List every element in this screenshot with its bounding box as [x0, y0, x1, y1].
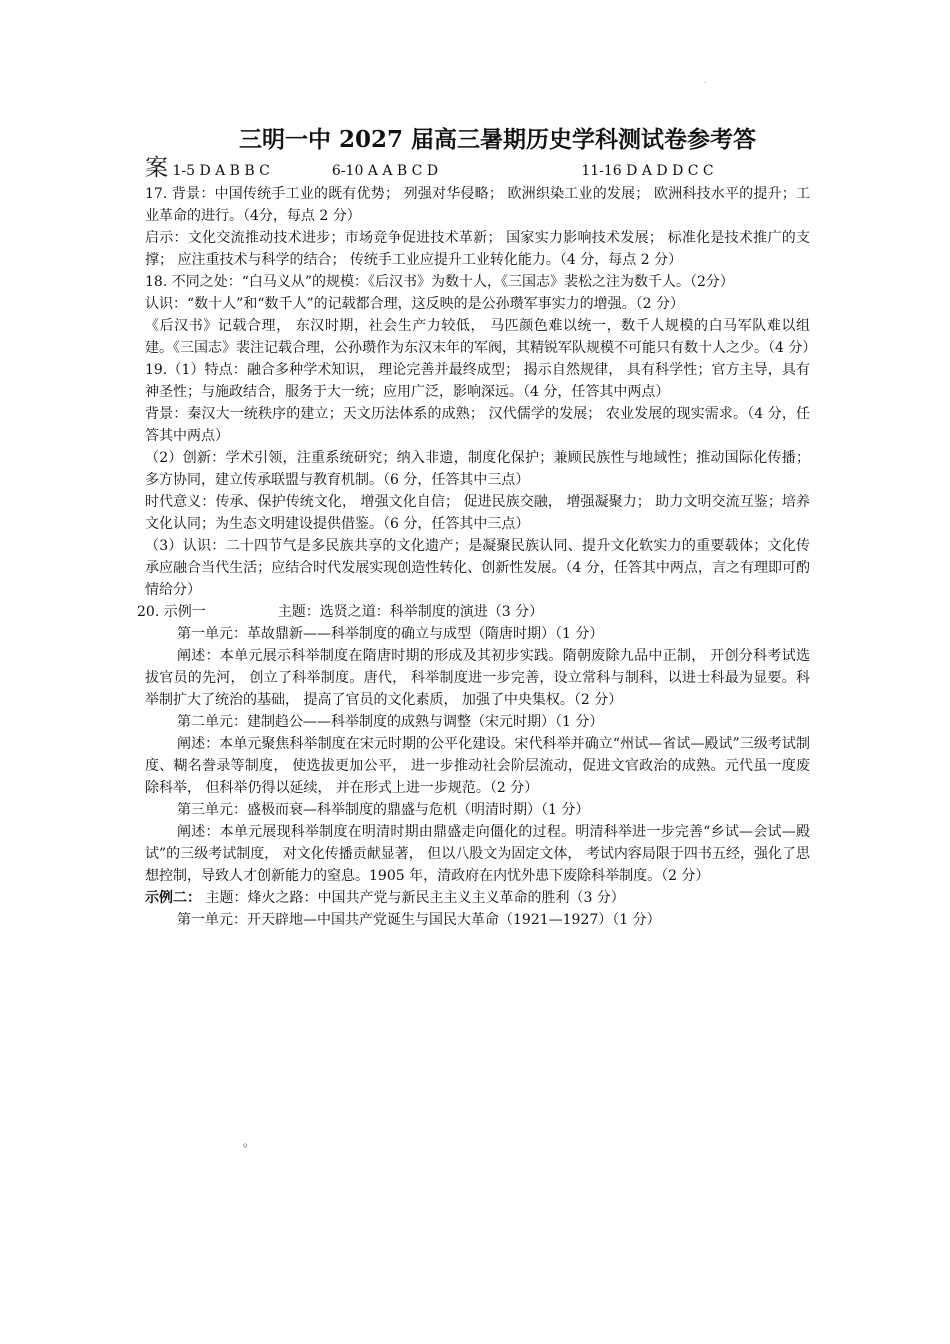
- example-two-label: 示例二：: [145, 890, 201, 906]
- q18-understanding: 认识：“数十人”和“数千人”的记载都合理，这反映的是公孙瓒军事实力的增强。（2 分）: [145, 296, 684, 312]
- answers-1-5: 1-5 D A B B C: [172, 163, 270, 179]
- footer-dot: 。: [243, 1135, 256, 1149]
- document-title: 三明一中 2027 届高三暑期历史学科测试卷参考答: [238, 126, 757, 153]
- q19-understanding: （3）认识：二十四节气是多民族共享的文化遗产；是凝聚民族认同、提升文化软实力的重要载体；文化传承应融合当代生活；应结合时代发展实现创造性转化、创新性发展。（4 分，任答其中两点，言之有理即可酌情给分）: [145, 538, 810, 598]
- q19-features: 19.（1）特点：融合多种学术知识， 理论完善并最终成型； 揭示自然规律， 具有科学性；官方主导，具有神圣性；与施政结合，服务于大一统；应用广泛，影响深远。（4 分，任答其中两点）: [145, 362, 810, 400]
- q19-innovation: （2）创新：学术引领，注重系统研究；纳入非遗，制度化保护；兼顾民族性与地域性；推动国际化传播；多方协同，建立传承联盟与教育机制。（6 分，任答其中三点）: [145, 450, 810, 488]
- corner-mark: .: [704, 76, 707, 85]
- q20-example-two: [145, 887, 810, 909]
- answers-11-16: 11-16 D A D D C C: [581, 163, 714, 179]
- q19-background: 背景：秦汉大一统秩序的建立；天文历法体系的成熟； 汉代儒学的发展； 农业发展的现实需求。（4 分，任答其中两点）: [145, 406, 810, 444]
- q20-unit2-text: 阐述：本单元聚焦科举制度在宋元时期的公平化建设。宋代科举并确立“州试—省试—殿试”三级考试制度、糊名誊录等制度， 使选拔更加公平， 进一步推动社会阶层流动，促进文官政治的成熟。元代虽一度废除科举， 但科举仍得以延续， 并在形式上进一步规范。（2 分）: [145, 736, 810, 796]
- q20-example-two-unit1: 第一单元：开天辟地—中国共产党诞生与国民大革命（1921—1927）（1 分）: [177, 912, 661, 928]
- document-page: [137, 124, 817, 931]
- answers-6-10: 6-10 A A B C D: [331, 163, 439, 179]
- q20-unit1-text: 阐述：本单元展示科举制度在隋唐时期的形成及其初步实践。隋朝废除九品中正制， 开创分科考试选拔官员的先河， 创立了科举制度。唐代， 科举制度进一步完善，设立常科与制科，以进士科最为显要。科举制扩大了统治的基础， 提高了官员的文化素质， 加强了中央集权。（2 分）: [145, 648, 810, 708]
- example-two-theme: 主题：烽火之路：中国共产党与新民主主义主义革命的胜利（3 分）: [201, 890, 625, 906]
- q20-example-one-label: 20. 示例一: [137, 604, 206, 620]
- q20-unit3-title: 第三单元：盛极而衰—科举制度的鼎盛与危机（明清时期）（1 分）: [177, 802, 590, 818]
- multiple-choice-answers: [145, 156, 810, 183]
- q17-insight: 启示：文化交流推动技术进步；市场竞争促进技术革新； 国家实力影响技术发展； 标准化是技术推广的支撑； 应注重技术与科学的结合； 传统手工业应提升工业转化能力。（4 分，每点 2 分）: [145, 230, 810, 268]
- title-continuation: 案: [145, 155, 168, 181]
- q19-significance: 时代意义：传承、保护传统文化， 增强文化自信； 促进民族交融， 增强凝聚力； 助力文明交流互鉴；培养文化认同；为生态文明建设提供借鉴。（6 分，任答其中三点）: [145, 494, 810, 532]
- q20-example-one-theme: 主题：选贤之道：科举制度的演进（3 分）: [277, 604, 544, 620]
- q18-difference: 18. 不同之处：“白马义从”的规模：《后汉书》为数十人，《三国志》裴松之注为数千人。（2分）: [145, 274, 734, 290]
- q20-heading: [137, 601, 810, 623]
- q17-background: 17. 背景：中国传统手工业的既有优势； 列强对华侵略； 欧洲织染工业的发展； 欧洲科技水平的提升；工业革命的进行。（4分，每点 2 分）: [145, 186, 810, 224]
- q20-unit3-text: 阐述：本单元展现科举制度在明清时期由鼎盛走向僵化的过程。明清科举进一步完善“乡试—会试—殿试”的三级考试制度， 对文化传播贡献显著， 但以八股文为固定文体， 考试内容局限于四书五经，强化了思想控制，导致人才创新能力的窒息。1905 年，清政府在内忧外患下废除科举制度。（2 分）: [145, 824, 810, 884]
- q20-unit2-title: 第二单元：建制趋公——科举制度的成熟与调整（宋元时期）（1 分）: [177, 714, 604, 730]
- q20-unit1-title: 第一单元：革故鼎新——科举制度的确立与成型（隋唐时期）（1 分）: [177, 626, 604, 642]
- q18-reasoning: 《后汉书》记载合理， 东汉时期，社会生产力较低， 马匹颜色难以统一，数千人规模的白马军队难以组建。《三国志》裴注记载合理，公孙瓒作为东汉末年的军阀，其精锐军队规模不可能只有数十人之少。（4 分）: [145, 318, 817, 356]
